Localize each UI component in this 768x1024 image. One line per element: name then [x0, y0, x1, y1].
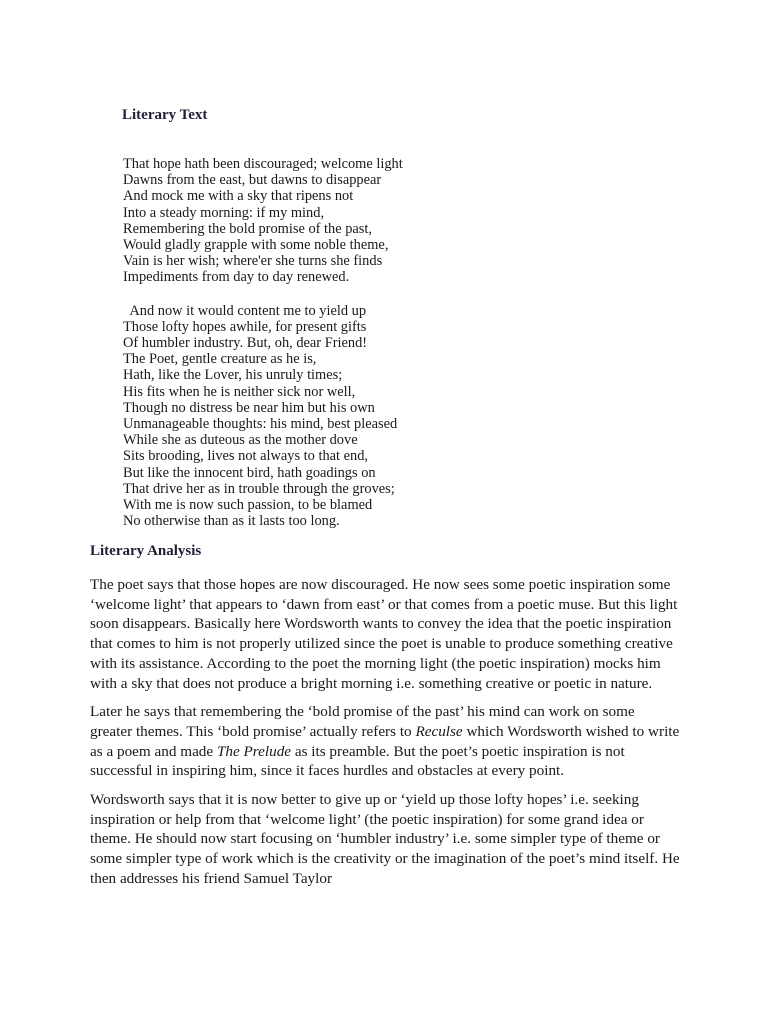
work-title-the-prelude: The Prelude: [216, 742, 292, 760]
poem-stanza-2: [123, 303, 543, 530]
poem-stanza-1: [123, 156, 543, 286]
poem-line: Remembering the bold promise of the past,: [123, 220, 372, 237]
work-title-reculse: Reculse: [415, 722, 463, 740]
analysis-text: Later he says that remembering the ‘bold promise of the past’ his mind can work on some greater themes. This ‘bold promise’ actually refers to: [90, 703, 635, 740]
poem-line: Would gladly grapple with some noble theme,: [123, 237, 389, 254]
poem-line: Vain is her wish; where'er she turns she finds: [123, 253, 383, 270]
poem-line: Into a steady morning: if my mind,: [123, 204, 325, 221]
poem-line: Of humbler industry. But, oh, dear Friend!: [123, 335, 368, 352]
analysis-paragraph-1: The poet says that those hopes are now discouraged. He now sees some poetic inspiration some ‘welcome light’ that appears to ‘dawn from east’ or that comes from a poetic muse. But this light soon disappears. Basically here Wordsworth wants to convey the idea that the poetic inspiration that comes to him is not properly utilized since the poet is unable to produce something creative with its assistance. According to the poet the morning light (the poetic inspiration) mocks him with a sky that does not produce a bright morning i.e. something creative or poetic in nature.: [90, 576, 678, 692]
analysis-text: which Wordsworth wished to write as a poem and made: [90, 722, 680, 760]
poem-line: Though no distress be near him but his own: [123, 399, 375, 416]
poem-line: Unmanageable thoughts: his mind, best pleased: [123, 416, 398, 433]
poem-line: While she as duteous as the mother dove: [123, 432, 358, 449]
poem-line: And mock me with a sky that ripens not: [123, 188, 354, 205]
literary-analysis-heading: Literary Analysis: [90, 543, 202, 559]
analysis-text: as its preamble. But the poet’s poetic inspiration is not successful in inspiring him, since it faces hurdles and obstacles at every point.: [90, 742, 625, 780]
poem-line: Sits brooding, lives not always to that end,: [123, 448, 369, 465]
analysis-paragraph-2: [90, 702, 680, 781]
literary-text-heading: Literary Text: [122, 107, 208, 123]
poem-line: But like the innocent bird, hath goadings on: [123, 464, 376, 481]
poem-line: Impediments from day to day renewed.: [123, 269, 350, 286]
poem-line: And now it would content me to yield up: [123, 302, 367, 319]
literary-analysis-body: [90, 575, 680, 898]
poem-line: That drive her as in trouble through the groves;: [123, 480, 395, 497]
poem: [123, 156, 543, 529]
analysis-paragraph-3: Wordsworth says that it is now better to give up or ‘yield up those lofty hopes’ i.e. seeking inspiration or help from that ‘welcome light’ (the poetic inspiration) for some grand idea or theme. He should now start focusing on ‘humbler industry’ i.e. some simpler type of theme or some simpler type of work which is the creativity or the imagination of the poet’s mind itself. He then addresses his friend Samuel Taylor: [90, 791, 680, 887]
poem-line: Dawns from the east, but dawns to disappear: [123, 172, 382, 189]
poem-line: That hope hath been discouraged; welcome light: [123, 156, 403, 172]
poem-line: His fits when he is neither sick nor well,: [123, 383, 356, 400]
poem-line: With me is now such passion, to be blamed: [123, 497, 373, 514]
poem-line: Hath, like the Lover, his unruly times;: [123, 367, 343, 384]
poem-line: No otherwise than as it lasts too long.: [123, 513, 340, 530]
poem-line: The Poet, gentle creature as he is,: [123, 351, 317, 368]
poem-line: Those lofty hopes awhile, for present gifts: [123, 318, 367, 335]
